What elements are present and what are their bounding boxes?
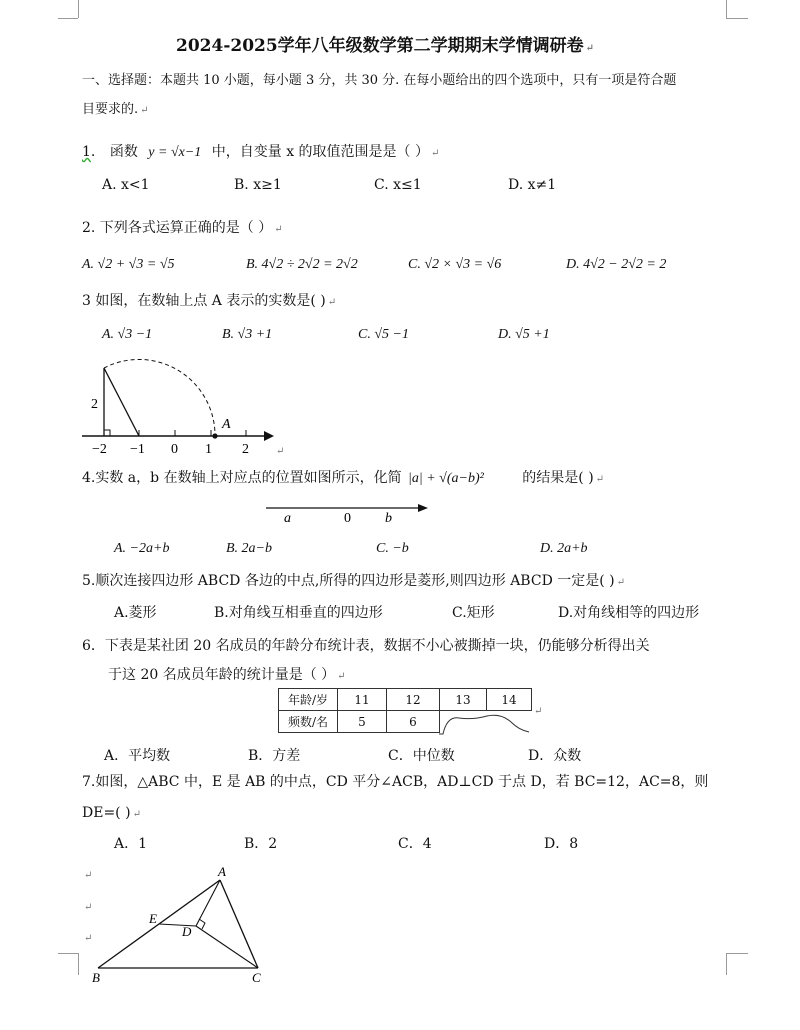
question-5-option-d: D.对角线相等的四边形 (558, 605, 700, 621)
question-3-option-b: B. √3 +1 (222, 327, 273, 342)
question-6-option-c: C．中位数 (388, 748, 455, 764)
question-3-option-c: C. √5 −1 (358, 327, 409, 342)
question-6-option-d: D．众数 (528, 748, 582, 764)
section-instructions-text: 目要求的. (82, 102, 139, 117)
question-2-option-c: C. √2 × √3 = √6 (408, 257, 502, 272)
question-1-option-a: A. x<1 (102, 177, 150, 193)
question-7-option-a: A．1 (114, 836, 148, 852)
question-4-option-d: D. 2a+b (540, 541, 588, 556)
question-6-option-b: B．方差 (248, 748, 301, 764)
table-cell: 年龄/岁 (279, 689, 338, 711)
question-4-stem (82, 470, 604, 488)
right-angle-mark (199, 919, 205, 929)
question-7-stem-cont (82, 805, 141, 822)
question-5-option-c: C.矩形 (452, 605, 495, 621)
paragraph-mark: ↵ (327, 297, 337, 308)
paragraph-mark: ↵ (274, 224, 283, 235)
question-7-stem: 7.如图，△ABC 中，E 是 AB 的中点，CD 平分∠ACB，AD⊥CD 于点 D，若 BC=12，AC=8，则 (82, 774, 709, 790)
question-4-option-a: A. −2a+b (114, 541, 170, 556)
paragraph-mark: ↵ (595, 474, 605, 485)
question-1-formula: y = √x−1 (148, 145, 202, 160)
question-2-stem (82, 220, 283, 237)
point-e-label: E (149, 911, 157, 926)
torn-edge (439, 710, 531, 734)
table-cell: 频数/名 (279, 711, 338, 733)
height-label: 2 (91, 397, 98, 412)
table-cell: 5 (338, 711, 387, 733)
paragraph-mark: ↵ (276, 446, 285, 457)
question-2-stem-text: 2. 下列各式运算正确的是（ ） (82, 220, 273, 236)
question-1-option-d: D. x≠1 (508, 177, 557, 193)
table-row (279, 711, 532, 733)
question-7-option-d: D．8 (544, 836, 579, 852)
question-4-option-c: C. −b (376, 541, 409, 556)
paragraph-mark: ↵ (84, 933, 93, 944)
question-4-number-line-figure (264, 498, 444, 528)
triangle-hypotenuse (104, 368, 139, 436)
question-1-option-c: C. x≤1 (374, 177, 422, 193)
question-3-option-d: D. √5 +1 (498, 327, 550, 342)
point-d-label: D (182, 924, 192, 939)
question-1-number: 1 (82, 144, 91, 160)
question-7-stem-text: DE=( ) (82, 805, 131, 821)
number-line-arrow (264, 431, 274, 441)
paragraph-mark: ↵ (585, 43, 595, 54)
table-cell: 13 (440, 689, 487, 711)
section-instructions-cont (82, 102, 149, 118)
point-a (212, 433, 217, 438)
question-1-stem-a: 函数 (109, 144, 138, 160)
torn-area (440, 711, 532, 733)
question-2-option-b: B. 4√2 ÷ 2√2 = 2√2 (246, 257, 358, 272)
crop-mark (726, 0, 727, 18)
crop-mark (78, 0, 79, 18)
right-angle-mark (104, 430, 110, 436)
question-4-stem-a: 4.实数 a，b 在数轴上对应点的位置如图所示，化简 (82, 470, 402, 486)
question-4-option-b: B. 2a−b (226, 541, 272, 556)
paragraph-mark: ↵ (534, 706, 543, 717)
question-6-stem-text: 于这 20 名成员年龄的统计量是（ ） (108, 667, 336, 683)
question-2-option-d: D. 4√2 − 2√2 = 2 (566, 257, 667, 272)
question-4-formula: |a| + √(a−b)² (408, 471, 484, 486)
tick-label: −1 (130, 442, 145, 457)
paragraph-mark: ↵ (84, 902, 93, 913)
crop-mark (726, 953, 748, 954)
table-row (279, 689, 532, 711)
question-6-stem: 6．下表是某社团 20 名成员的年龄分布统计表，数据不小心被撕掉一块，仍能够分析得出关 (82, 638, 650, 654)
point-a-label: A (222, 417, 231, 432)
table-cell: 14 (487, 689, 532, 711)
question-1-option-b: B. x≥1 (234, 177, 282, 193)
vertex-a-label: A (218, 864, 226, 879)
tick-label: −2 (92, 442, 107, 457)
question-6-stem-cont (108, 667, 346, 684)
origin-label: 0 (344, 511, 351, 526)
question-3-stem (82, 293, 336, 310)
page-title-text: 2024-2025学年八年级数学第二学期期末学情调研卷 (176, 36, 584, 56)
paragraph-mark: ↵ (337, 671, 346, 682)
question-3-number-line-figure (78, 360, 288, 460)
number-line-arrow (418, 504, 428, 512)
paragraph-mark: ↵ (84, 870, 93, 881)
vertex-c-label: C (252, 970, 261, 985)
question-5-stem-text: 5.顺次连接四边形 ABCD 各边的中点,所得的四边形是菱形,则四边形 ABCD 一定是( ) (82, 573, 615, 589)
question-1-stem-b: 中，自变量 x 的取值范围是是（ ） (211, 144, 429, 160)
question-6-option-a: A．平均数 (104, 748, 171, 764)
table-cell: 12 (387, 689, 440, 711)
question-2-option-a: A. √2 + √3 = √5 (82, 257, 175, 272)
question-5-option-b: B.对角线互相垂直的四边形 (214, 605, 383, 621)
question-7-triangle-figure (90, 862, 280, 986)
vertex-b-label: B (92, 970, 100, 985)
tick-label: 2 (242, 442, 249, 457)
compass-arc (104, 359, 215, 436)
crop-mark (78, 953, 79, 975)
point-b-label: b (385, 511, 392, 526)
question-7-option-c: C．4 (398, 836, 432, 852)
section-instructions: 一、选择题：本题共 10 小题，每小题 3 分，共 30 分. 在每小题给出的四个选项中，只有一项是符合题 (82, 73, 677, 88)
question-1-stem: 1. 函数 y = √x−1 中，自变量 x 的取值范围是是（ ） ↵ (82, 144, 440, 160)
paragraph-mark: ↵ (616, 577, 626, 588)
crop-mark (726, 953, 727, 975)
page-title (176, 36, 594, 56)
point-a-label: a (284, 511, 291, 526)
crop-mark (58, 953, 78, 954)
crop-mark (726, 18, 748, 19)
question-3-option-a: A. √3 −1 (102, 327, 153, 342)
tick-label: 0 (171, 442, 178, 457)
table-cell: 11 (338, 689, 387, 711)
tick-label: 1 (205, 442, 212, 457)
age-distribution-table (278, 688, 532, 733)
paragraph-mark: ↵ (431, 148, 440, 159)
question-5-stem (82, 573, 625, 590)
paragraph-mark: ↵ (132, 809, 141, 820)
question-7-option-b: B．2 (244, 836, 278, 852)
paragraph-mark: ↵ (140, 105, 149, 116)
table-cell: 6 (387, 711, 440, 733)
question-5-option-a: A.菱形 (114, 605, 157, 621)
question-4-stem-b: 的结果是( ) (522, 470, 594, 486)
question-3-stem-text: 3 如图，在数轴上点 A 表示的实数是( ) (82, 293, 326, 309)
crop-mark (58, 18, 78, 19)
